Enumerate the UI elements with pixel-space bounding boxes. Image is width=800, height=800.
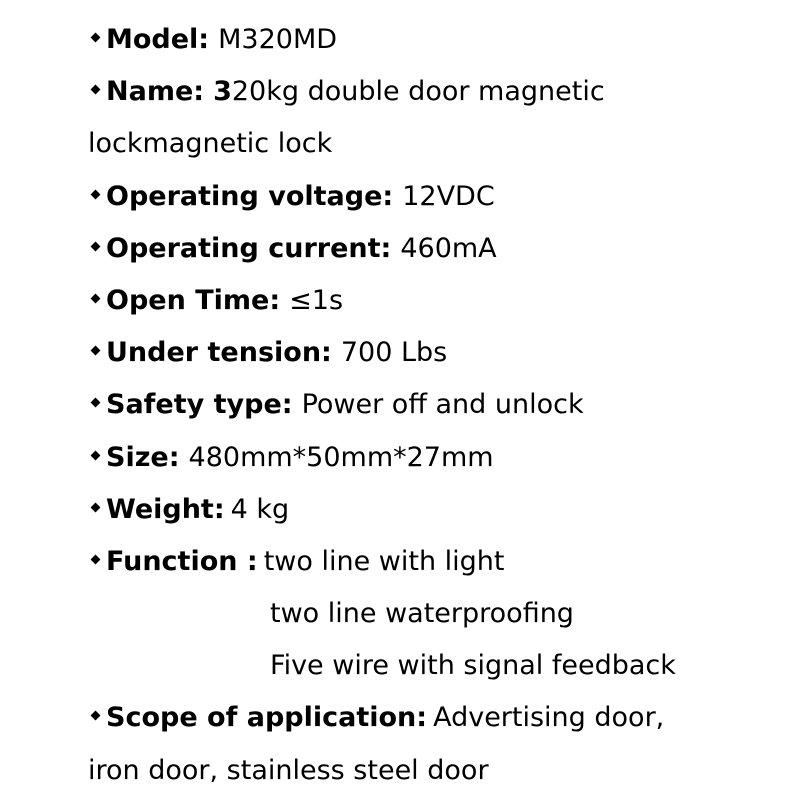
spec-value: 12VDC xyxy=(402,180,495,212)
spec-voltage xyxy=(88,171,788,223)
spec-tension xyxy=(88,327,788,379)
spec-label: Safety type: xyxy=(106,389,293,421)
spec-function-item xyxy=(88,640,788,692)
spec-label: Name: xyxy=(106,76,205,108)
bullet-diamond-icon xyxy=(91,189,101,199)
spec-size xyxy=(88,432,788,484)
spec-label: Scope of application: xyxy=(106,702,428,734)
bullet-diamond-icon xyxy=(91,346,101,356)
spec-name xyxy=(88,66,788,118)
spec-function xyxy=(88,536,788,588)
spec-value-continued: lockmagnetic lock xyxy=(88,128,333,160)
spec-value: two line waterproofing xyxy=(270,598,574,630)
spec-value: 20kg double door magnetic xyxy=(231,76,605,108)
bullet-diamond-icon xyxy=(91,398,101,408)
spec-value: 700 Lbs xyxy=(340,337,448,369)
spec-label: Under tension: xyxy=(106,337,332,369)
spec-safety xyxy=(88,379,788,431)
spec-scope-continued xyxy=(88,745,788,797)
spec-value: Power off and unlock xyxy=(301,389,584,421)
spec-label: Function : xyxy=(106,545,258,577)
spec-label: Size: xyxy=(106,441,180,473)
spec-label: Model: xyxy=(106,24,210,55)
spec-function-item xyxy=(88,588,788,640)
spec-value: Advertising door, xyxy=(433,702,665,734)
spec-list xyxy=(88,14,788,797)
bullet-diamond-icon xyxy=(91,33,101,43)
bullet-diamond-icon xyxy=(91,450,101,460)
bullet-diamond-icon xyxy=(91,293,101,303)
spec-value-continued: iron door, stainless steel door xyxy=(88,754,489,786)
spec-label: Open Time: xyxy=(106,284,281,316)
bullet-diamond-icon xyxy=(91,85,101,95)
spec-value: 460mA xyxy=(400,232,497,264)
bullet-diamond-icon xyxy=(91,502,101,512)
bullet-diamond-icon xyxy=(91,711,101,721)
spec-current xyxy=(88,223,788,275)
spec-label: Operating current: xyxy=(106,232,392,264)
spec-value-prefix: 3 xyxy=(213,76,232,108)
spec-scope xyxy=(88,692,788,744)
bullet-diamond-icon xyxy=(91,554,101,564)
spec-label: Weight: xyxy=(106,493,225,525)
spec-name-continued xyxy=(88,118,788,170)
spec-open-time xyxy=(88,275,788,327)
spec-value: Five wire with signal feedback xyxy=(270,650,676,682)
spec-model xyxy=(88,14,788,66)
spec-value: M320MD xyxy=(218,24,338,55)
spec-value: 480mm*50mm*27mm xyxy=(188,441,494,473)
spec-label: Operating voltage: xyxy=(106,180,394,212)
spec-value: 4 kg xyxy=(230,493,290,525)
spec-weight xyxy=(88,484,788,536)
bullet-diamond-icon xyxy=(91,241,101,251)
spec-value: ≤1s xyxy=(289,284,344,316)
spec-value: two line with light xyxy=(263,545,505,577)
